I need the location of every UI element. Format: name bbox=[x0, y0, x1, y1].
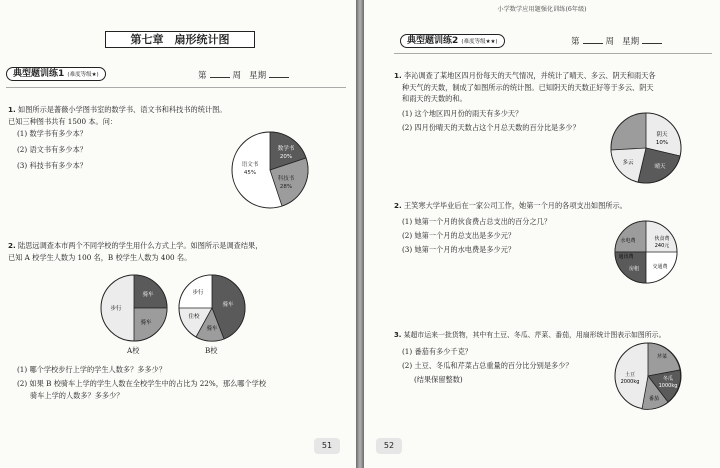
book-header: 小学数学应用题强化训练(6年级) bbox=[497, 6, 587, 13]
svg-text:冬瓜: 冬瓜 bbox=[662, 376, 674, 382]
svg-text:通讯费: 通讯费 bbox=[618, 254, 634, 260]
svg-text:住校: 住校 bbox=[188, 314, 200, 320]
svg-text:多云: 多云 bbox=[622, 160, 634, 166]
svg-text:番茄: 番茄 bbox=[648, 396, 660, 402]
svg-text:1000kg: 1000kg bbox=[658, 383, 678, 389]
r-question-1: 1. 李沁调查了某地区四月份每天的天气情况，并统计了晴天、多云、阴天和雨天各 种天气的天数，制成了如图所示的统计图。已知阴天的天数正好等于多云、阴天 和雨天的天数的和。 bbox=[394, 71, 656, 103]
chapter-title: 第七章 扇形统计图 bbox=[105, 31, 255, 48]
q2-pie-chart-b bbox=[176, 272, 248, 344]
week-line: 第 周 星期 bbox=[198, 69, 292, 81]
q1-sub-2: (2) 语文书有多少本？ bbox=[17, 145, 87, 154]
question-2: 2. 陆思远调查本市两个不同学校的学生用什么方式上学。如图所示是调查结果， 已知 A 校学生人数为 100 名，B 校学生人数为 400 名。 bbox=[8, 241, 263, 262]
q2-sub-2-cont: 骑车上学的人数多？多多少？ bbox=[30, 391, 124, 400]
label-math: 数学书 bbox=[277, 146, 295, 152]
svg-text:骑车: 骑车 bbox=[206, 326, 218, 332]
svg-text:步行: 步行 bbox=[110, 306, 122, 312]
week-line-2: 第 周 星期 bbox=[571, 35, 665, 47]
svg-text:步行: 步行 bbox=[192, 290, 204, 296]
chart-b-caption: B校 bbox=[205, 346, 218, 355]
book-gutter bbox=[356, 0, 364, 468]
svg-text:2000kg: 2000kg bbox=[620, 379, 640, 385]
svg-text:骑车: 骑车 bbox=[222, 302, 234, 308]
svg-text:骑车: 骑车 bbox=[142, 292, 154, 298]
r-q2-sub-3: (3) 她第一个月的水电费是多少元？ bbox=[402, 245, 516, 254]
q1-sub-1: (1) 数学书有多少本？ bbox=[17, 129, 87, 138]
training-badge: 典型题训练1 (难度等级★) bbox=[6, 67, 106, 81]
r-q1-sub-2: (2) 四月份晴天的天数占这个月总天数的百分比是多少？ bbox=[402, 123, 580, 132]
q1-sub-3: (3) 科技书有多少本？ bbox=[17, 161, 87, 170]
svg-text:晴天: 晴天 bbox=[654, 164, 666, 170]
svg-text:土豆: 土豆 bbox=[624, 372, 636, 378]
r-q1-sub-1: (1) 这个地区四月份的雨天有多少天？ bbox=[402, 109, 523, 118]
page-number: 51 bbox=[314, 438, 340, 454]
chart-a-caption: A校 bbox=[127, 346, 140, 355]
r-q2-sub-1: (1) 她第一个月的伙食费占总支出的百分之几？ bbox=[402, 217, 552, 226]
r-q3-sub-2: (2) 土豆、冬瓜和芹菜占总重量的百分比分别是多少？ bbox=[402, 361, 573, 370]
label-science: 科技书 bbox=[277, 176, 295, 182]
svg-text:阴天: 阴天 bbox=[656, 132, 668, 138]
svg-text:水电费: 水电费 bbox=[620, 238, 636, 244]
r-q3-sub-3: (结果保留整数) bbox=[414, 375, 463, 384]
q2-pie-chart-a bbox=[98, 272, 170, 344]
r-q2-pie-chart bbox=[612, 218, 680, 286]
r-q3-pie-chart bbox=[612, 340, 684, 412]
svg-text:房租: 房租 bbox=[628, 266, 640, 272]
r-question-3: 3. 某超市运来一批货物，其中有土豆、冬瓜、芹菜、番茄，用扇形统计图表示如图所示。 bbox=[394, 331, 666, 339]
training-badge-2: 典型题训练2 (难度等级★★) bbox=[400, 34, 505, 48]
label-chinese-pct: 45% bbox=[243, 170, 257, 176]
q2-sub-2: (2) 如果 B 校骑车上学的学生人数在全校学生中的占比为 22%，那么哪个学校 bbox=[17, 379, 267, 388]
label-science-pct: 28% bbox=[279, 184, 293, 190]
svg-text:240元: 240元 bbox=[654, 243, 670, 249]
r-q2-sub-2: (2) 她第一个月的总支出是多少元？ bbox=[402, 231, 516, 240]
r-q3-sub-1: (1) 番茄有多少千克？ bbox=[402, 347, 472, 356]
q1-pie-chart bbox=[228, 128, 312, 212]
right-page bbox=[364, 0, 720, 468]
r-q1-pie-chart bbox=[608, 110, 684, 186]
svg-text:10%: 10% bbox=[655, 140, 669, 146]
svg-text:伙食费: 伙食费 bbox=[654, 236, 670, 242]
svg-text:交通费: 交通费 bbox=[652, 264, 668, 270]
label-math-pct: 20% bbox=[279, 154, 293, 160]
left-page bbox=[0, 0, 356, 468]
q2-sub-1: (1) 哪个学校步行上学的学生人数多？多多少？ bbox=[17, 365, 167, 374]
page-number-2: 52 bbox=[376, 438, 402, 454]
svg-text:骑车: 骑车 bbox=[140, 320, 152, 326]
question-1: 1. 如图所示是蔷薇小学图书室的数学书、语文书和科技书的统计图。已知三种图书共有 1500 本。问： bbox=[8, 105, 227, 126]
svg-text:芹菜: 芹菜 bbox=[656, 354, 668, 360]
label-chinese: 语文书 bbox=[241, 162, 259, 168]
r-question-2: 2. 王笑寒大学毕业后在一家公司工作，她第一个月的各项支出如图所示。 bbox=[394, 201, 627, 210]
